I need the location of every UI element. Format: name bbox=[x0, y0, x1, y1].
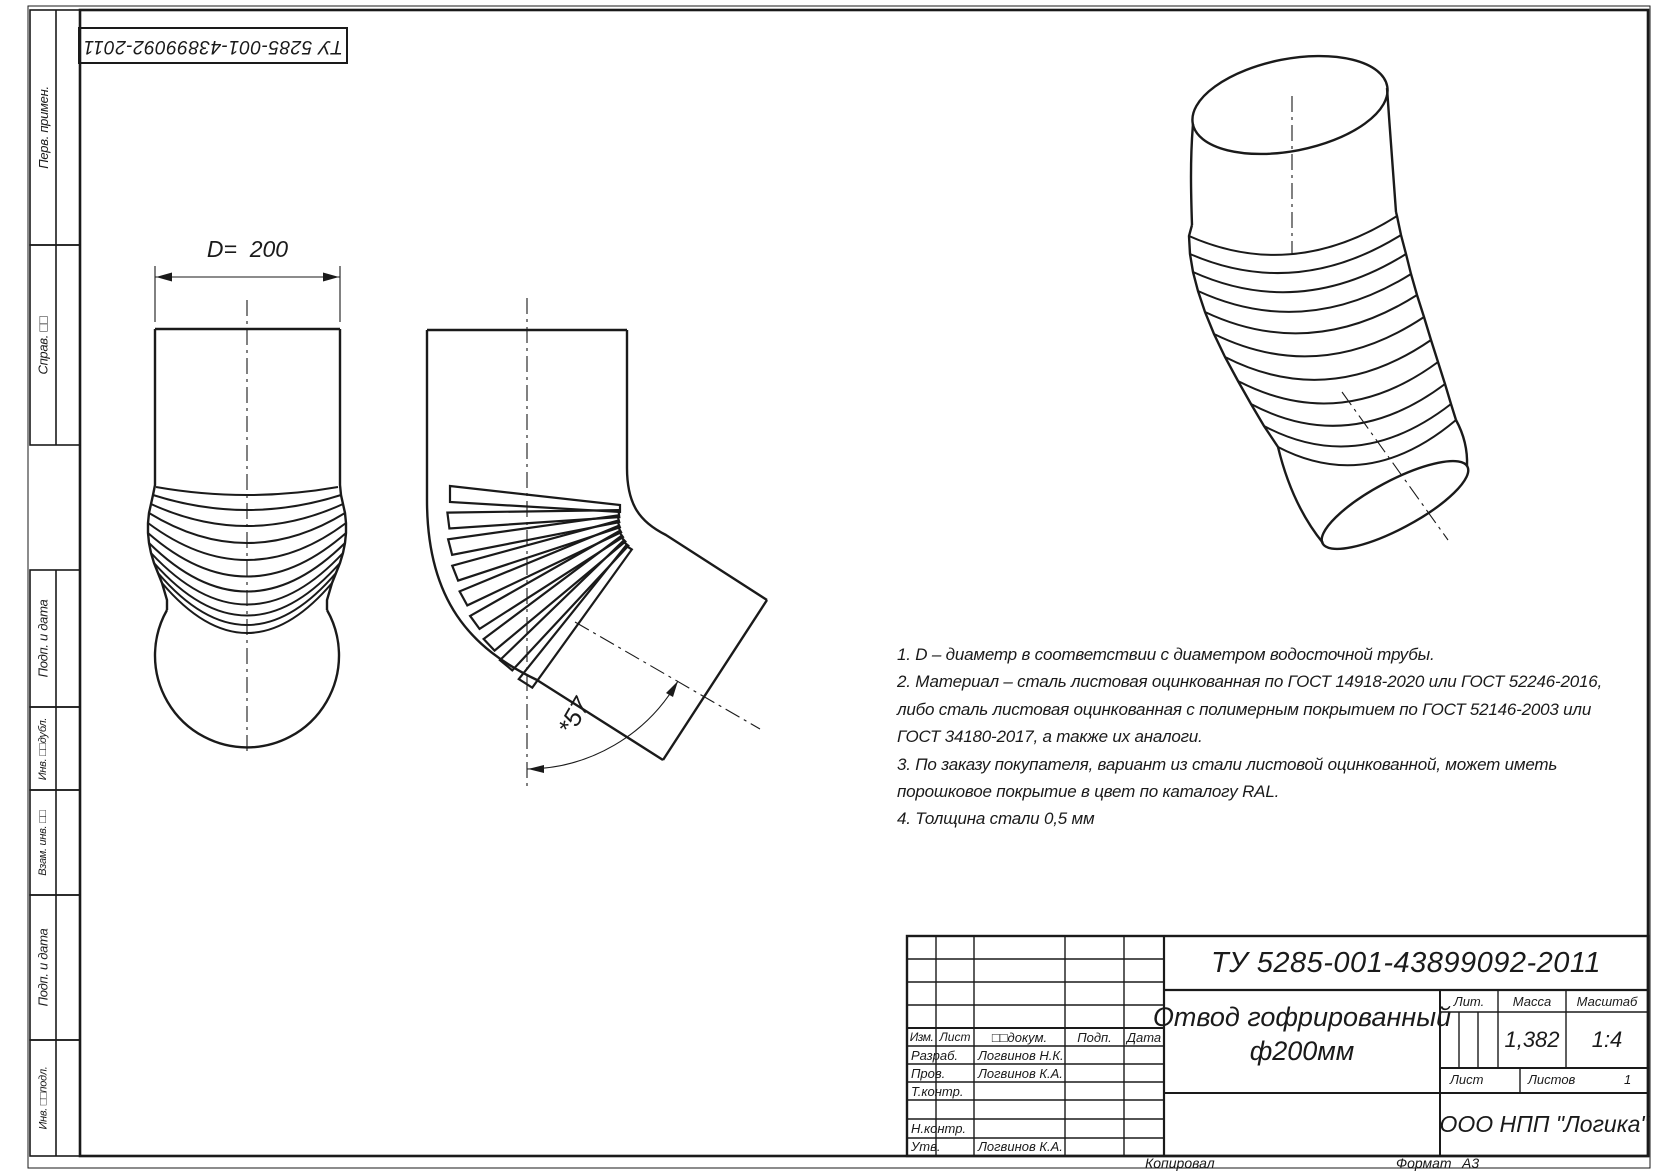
angle-label-57: *57 bbox=[552, 692, 596, 740]
front-view bbox=[148, 266, 346, 752]
tb-company: ООО НПП "Логика" bbox=[1439, 1111, 1649, 1137]
tb-scale-label: Масштаб bbox=[1576, 993, 1638, 1009]
tb-row-name: Логвинов К.А. bbox=[978, 1139, 1063, 1154]
sidebar-item-podp-data-2: Подп. и дата bbox=[35, 928, 51, 1007]
side-view bbox=[427, 298, 767, 786]
top-stamp-text: ТУ 5285-001-43899092-2011 bbox=[83, 35, 343, 57]
tb-sheets-label: Листов bbox=[1528, 1072, 1576, 1087]
sidebar-item-vzam-inv: Взам. инв. □□ bbox=[37, 809, 50, 876]
note-line: либо сталь листовая оцинкованная с полимерным покрытием по ГОСТ 52146-2003 или bbox=[897, 699, 1592, 719]
tb-lit-label: Лит. bbox=[1453, 993, 1485, 1009]
note-line: ГОСТ 34180-2017, а также их аналоги. bbox=[897, 727, 1203, 747]
tb-doc-number: ТУ 5285-001-43899092-2011 bbox=[1210, 946, 1602, 979]
sidebar-item-perv-primen: Перв. примен. bbox=[35, 86, 51, 169]
tb-row-label: Пров. bbox=[911, 1066, 946, 1081]
note-line: 4. Толщина стали 0,5 мм bbox=[897, 809, 1095, 829]
side-corrugation-fan bbox=[447, 486, 631, 693]
tb-sheet-label: Лист bbox=[1450, 1072, 1484, 1087]
note-line: порошковое покрытие в цвет по каталогу RAL. bbox=[897, 782, 1280, 802]
iso-outlet-upper-edge bbox=[1456, 420, 1467, 466]
tb-product-name-line1: Отвод гофрированный bbox=[1152, 1001, 1452, 1032]
iso-outlet-opening bbox=[1311, 445, 1478, 564]
tb-row-label: Н.контр. bbox=[911, 1121, 967, 1136]
tb-mass-value: 1,382 bbox=[1504, 1027, 1560, 1052]
tb-row-label: Разраб. bbox=[911, 1048, 959, 1063]
iso-top-opening bbox=[1184, 41, 1396, 169]
tb-row-name: Логвинов Н.К. bbox=[978, 1048, 1064, 1063]
tb-col-doc: □□докум. bbox=[991, 1029, 1048, 1045]
footer-copied: Копировал bbox=[1145, 1155, 1215, 1171]
tb-col-izm: Изм. bbox=[909, 1030, 934, 1044]
tb-mass-label: Масса bbox=[1512, 993, 1552, 1009]
footer-format-label: Формат bbox=[1396, 1155, 1452, 1171]
side-end-face bbox=[663, 600, 767, 760]
note-line: 2. Материал – сталь листовая оцинкованная по ГОСТ 14918-2020 или ГОСТ 52246-2016, bbox=[897, 672, 1603, 692]
iso-right-side bbox=[1387, 88, 1396, 212]
note-line: 3. По заказу покупателя, вариант из стали листовой оцинкованной, может иметь bbox=[897, 754, 1558, 774]
sidebar-item-inv-dubl: Инв. □□дубл. bbox=[37, 717, 49, 780]
sidebar-item-sprav: Справ. □□ bbox=[35, 315, 51, 375]
note-line: 1. D – диаметр в соответствии с диаметром водосточной трубы. bbox=[897, 645, 1435, 664]
sidebar-item-podp-data-1: Подп. и дата bbox=[35, 599, 51, 678]
side-angle-dimension bbox=[527, 681, 678, 773]
iso-left-side bbox=[1191, 124, 1193, 225]
iso-corrugation-rings bbox=[1189, 216, 1456, 465]
tb-row-label: Утв. bbox=[911, 1139, 941, 1154]
tb-col-data: Дата bbox=[1126, 1029, 1162, 1045]
notes-block bbox=[897, 641, 1603, 833]
top-stamp-box bbox=[78, 27, 348, 64]
tb-product-name-line2: ф200мм bbox=[1249, 1035, 1355, 1066]
side-outlet-axis bbox=[575, 622, 760, 729]
tb-row-name: Логвинов К.А. bbox=[978, 1066, 1063, 1081]
iso-view bbox=[1184, 41, 1479, 565]
tb-col-list: Лист bbox=[939, 1030, 971, 1044]
sidebar-item-inv-podl: Инв. □□подл. bbox=[37, 1066, 50, 1130]
sheet-frame bbox=[28, 6, 1650, 1168]
tb-scale-value: 1:4 bbox=[1591, 1027, 1623, 1052]
footer-format-value: А3 bbox=[1462, 1155, 1480, 1171]
iso-outlet-axis bbox=[1342, 392, 1448, 540]
tb-row-label: Т.контр. bbox=[911, 1084, 964, 1099]
side-inner-edge bbox=[627, 330, 767, 600]
iso-right-silhouette bbox=[1396, 212, 1456, 420]
dim-label-d200: D= 200 bbox=[206, 235, 289, 262]
tb-sheets-value: 1 bbox=[1624, 1072, 1632, 1087]
tb-col-podp: Подп. bbox=[1077, 1029, 1112, 1045]
